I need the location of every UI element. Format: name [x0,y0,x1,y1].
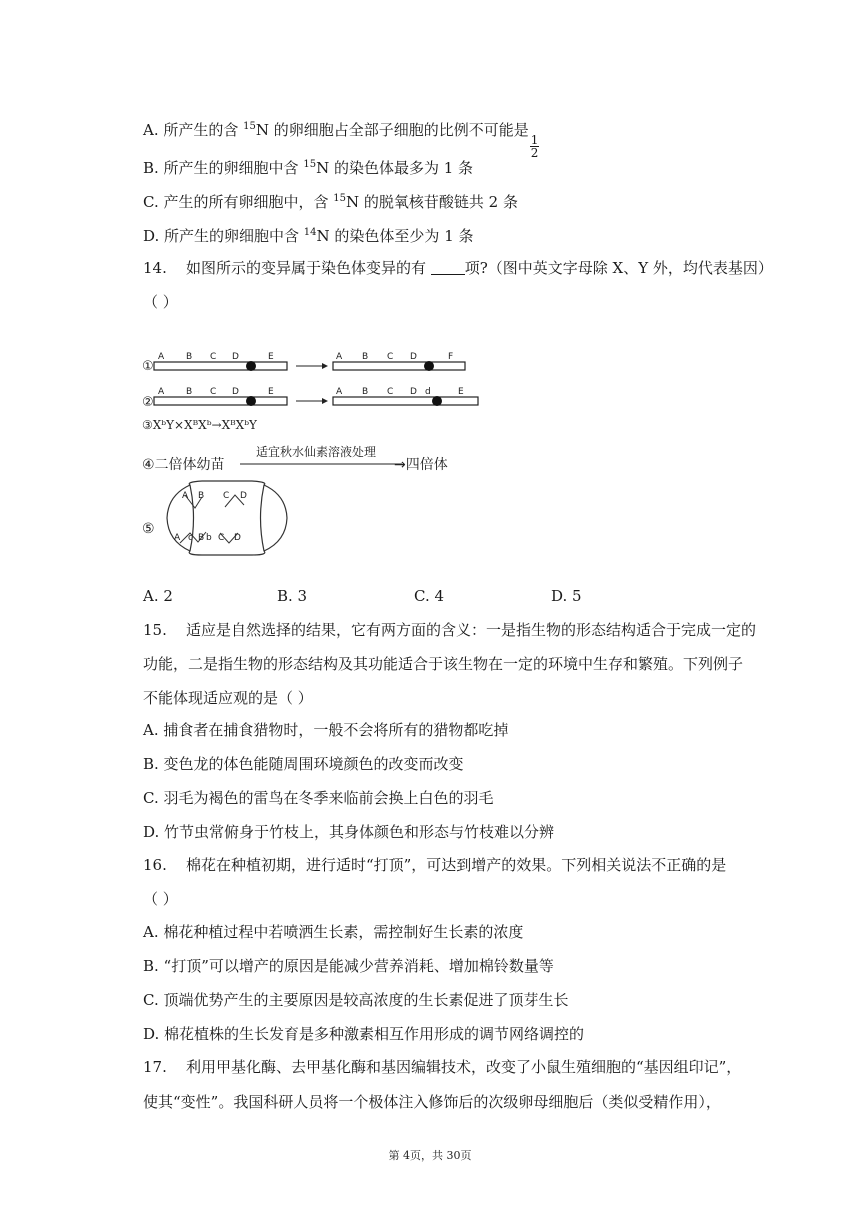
q17-stem-line1 [143,1055,770,1079]
gene-label: B [362,352,369,362]
isotope-superscript: 15 [303,159,317,170]
gene-label: A [336,352,343,362]
gene-label: D [232,352,239,362]
chromosome-bar [154,362,287,370]
chromosome-bar [333,362,465,370]
q13-option-c-text: C. 产生的所有卵细胞中，含 [143,193,334,211]
centromere [424,361,434,371]
isotope-superscript: 14 [303,227,317,238]
q16-stem-text: 棉花在种植初期，进行适时“打顶”，可达到增产的效果。下列相关说法不正确的是 [185,856,727,874]
question-number: 14. [143,259,167,277]
gene-label: B [186,387,193,397]
q13-option-d [143,221,770,248]
q13-option-b-text-tail: N 的染色体最多为 1 条 [316,159,474,177]
gene-label: E [268,387,274,397]
q14-stem-text-tail: 项?（图中英文字母除 X、Y 外，均代表基因） [464,259,773,277]
gene-label: D [410,387,417,397]
gene-label: c [188,533,193,543]
gene-label: A [158,352,165,362]
fraction-numerator: 1 [530,133,539,147]
answer-blank [431,259,465,275]
gene-label: E [268,352,274,362]
gene-label: A [174,533,181,543]
centromere [246,396,256,406]
gene-label: b [206,533,212,543]
gene-label: F [448,352,454,362]
gene-label: B [362,387,369,397]
q17-stem-line2: 使其“变性”。我国科研人员将一个极体注入修饰后的次级卵母细胞后（类似受精作用）， [143,1093,721,1111]
gene-label: d [425,387,431,397]
row5-label: ⑤ [142,521,155,537]
q16-option-d: D. 棉花植株的生长发育是多种激素相互作用形成的调节网络调控的 [143,1025,585,1043]
q15-stem-line3: 不能体现适应观的是（ ） [143,689,313,707]
q14-option-b: B. 3 [277,587,308,605]
q13-option-c [143,187,770,214]
fraction-denominator: 2 [530,146,539,160]
gene-label: B [198,491,205,501]
question-number: 16. [143,856,167,874]
centromere [432,396,442,406]
q15-option-a: A. 捕食者在捕食猎物时，一般不会将所有的猎物都吃掉 [143,721,509,739]
row1-right-genes [336,352,453,362]
gene-label: C [210,352,217,362]
q17-stem-text: 利用甲基化酶、去甲基化酶和基因编辑技术，改变了小鼠生殖细胞的“基因组印记”， [185,1058,742,1076]
gene-label: D [410,352,417,362]
gene-label: D [232,387,239,397]
gene-label: D [240,491,247,501]
q13-option-a-text: A. 所产生的含 [143,121,244,139]
centromere [246,361,256,371]
gene-label: C [387,387,394,397]
q14-stem-text: 如图所示的变异属于染色体变异的有 [185,259,431,277]
row3-cross: ③XᵇY×XᴮXᵇ→XᴮXᵇY [142,418,257,432]
row1-left-genes [158,352,274,362]
isotope-superscript: 15 [333,193,346,204]
gene-label: A [336,387,343,397]
q14-option-c: C. 4 [414,587,445,605]
row4-label: ④二倍体幼苗 [142,457,225,473]
q14-option-a: A. 2 [143,587,173,605]
gene-label: B [186,352,193,362]
q13-option-d-text: D. 所产生的卵细胞中含 [143,227,304,245]
q16-option-c: C. 顶端优势产生的主要原因是较高浓度的生长素促进了顶芽生长 [143,991,569,1009]
arrow-head [322,398,328,404]
q13-option-b [143,153,770,180]
arrow-head [322,363,328,369]
gene-label: E [458,387,464,397]
q13-option-b-text: B. 所产生的卵细胞中含 [143,159,304,177]
row2-right-genes [336,387,464,397]
q13-option-d-text-tail: N 的染色体至少为 1 条 [316,227,474,245]
q15-option-d: D. 竹节虫常俯身于竹枝上，其身体颜色和形态与竹枝难以分辨 [143,823,555,841]
question-number: 17. [143,1058,167,1076]
q15-option-c: C. 羽毛为褐色的雷鸟在冬季来临前会换上白色的羽毛 [143,789,494,807]
gene-label: D [234,533,241,543]
chromosome-bar [333,397,478,405]
q15-stem-line2: 功能，二是指生物的形态结构及其功能适合于该生物在一定的环境中生存和繁殖。下列例子 [143,655,744,673]
chromosome-bar [154,397,287,405]
row4-result: →四倍体 [394,457,448,473]
q16-stem-line1 [143,853,770,877]
row1-label: ① [142,359,154,374]
q14-option-d: D. 5 [551,587,582,605]
q14-figure [140,345,490,575]
q14-paren: （ ） [143,293,178,311]
gene-label: C [387,352,394,362]
cell-outline-right [264,485,287,551]
q15-stem-line1 [143,618,770,642]
gene-label: A [182,491,189,501]
gene-label: C [210,387,217,397]
q15-option-b: B. 变色龙的体色能随周围环境颜色的改变而改变 [143,755,464,773]
q16-paren: （ ） [143,890,178,908]
row2-label: ② [142,395,154,410]
q16-option-a: A. 棉花种植过程中若喷洒生长素，需控制好生长素的浓度 [143,923,524,941]
q13-option-a-text-tail: N 的卵细胞占全部子细胞的比例不可能是 [255,121,529,139]
row2-left-genes [158,387,274,397]
question-number: 15. [143,621,167,639]
q14-stem [143,256,773,280]
gene-label: C [223,491,230,501]
gene-label: B [198,533,205,543]
isotope-superscript: 15 [243,121,256,132]
q15-stem-text: 适应是自然选择的结果，它有两方面的含义：一是指生物的形态结构适合于完成一定的 [185,621,756,639]
page-footer: 第 4页，共 30页 [388,1149,472,1162]
q16-option-b: B. “打顶”可以增产的原因是能减少营养消耗、增加棉铃数量等 [143,957,554,975]
gene-label: A [158,387,165,397]
row4-arrow-text: 适宜秋水仙素溶液处理 [256,445,377,459]
gene-label: C [218,533,225,543]
q13-option-c-text-tail: N 的脱氧核苷酸链共 2 条 [345,193,518,211]
